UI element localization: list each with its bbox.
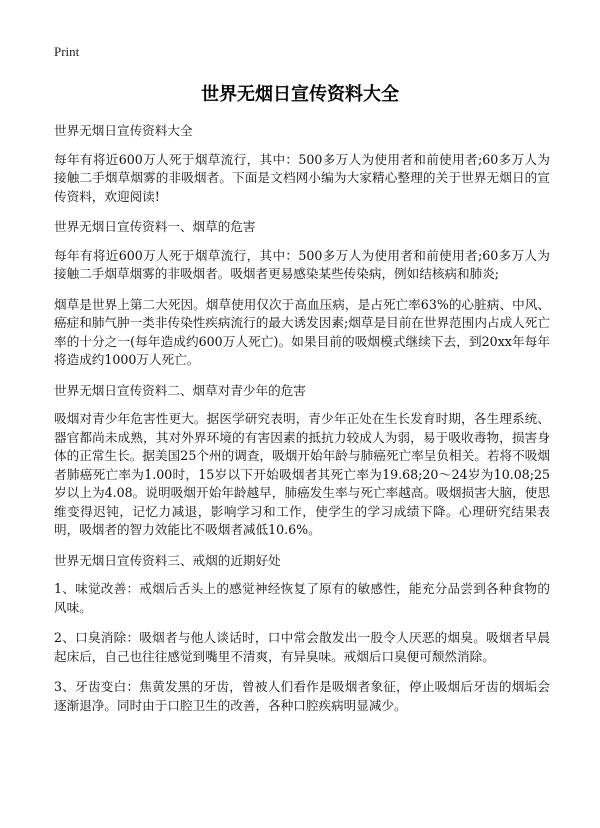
document-body: [54, 122, 550, 727]
body-paragraph: 1、味觉改善：戒烟后舌头上的感觉神经恢复了原有的敏感性，能充分品尝到各种食物的风味。: [54, 581, 550, 615]
body-paragraph: 每年有将近600万人死于烟草流行，其中：500多万人为使用者和前使用者;60多万人为接触二手烟草烟雾的非吸烟者。下面是文档网小编为大家精心整理的关于世界无烟日的宣传资料，欢迎阅读!: [54, 151, 550, 204]
body-paragraph: 吸烟对青少年危害性更大。据医学研究表明，青少年正处在生长发育时期，各生理系统、器官都尚未成熟，其对外界环境的有害因素的抵抗力较成人为弱，易于吸收毒物，损害身体的正常生长。据美国25个州的调查，吸烟开始年龄与肺癌死亡率呈负相关。若将不吸烟者肺癌死亡率为1.00时，15岁以下开始吸烟者其死亡率为19.68;20～24岁为10.08;25岁以上为4.08。说明吸烟开始年龄越早，肺癌发生率与死亡率越高。吸烟损害大脑，使思维变得迟钝，记忆力减退，影响学习和工作，使学生的学习成绩下降。心理研究结果表明，吸烟者的智力效能比不吸烟者减低10.6%。: [54, 411, 550, 537]
body-paragraph: 2、口臭消除：吸烟者与他人谈话时，口中常会散发出一股令人厌恶的烟臭。吸烟者早晨起床后，自己也往往感觉到嘴里不清爽，有异臭味。戒烟后口臭便可颓然消除。: [54, 630, 550, 664]
section-heading: 世界无烟日宣传资料三、戒烟的近期好处: [54, 552, 281, 568]
print-link[interactable]: Print: [54, 44, 80, 59]
section-heading: 世界无烟日宣传资料二、烟草对青少年的危害: [54, 382, 306, 398]
section-heading: 世界无烟日宣传资料一、烟草的危害: [54, 219, 256, 234]
section-heading: 世界无烟日宣传资料大全: [54, 123, 193, 138]
body-paragraph: 每年有将近600万人死于烟草流行，其中：500多万人为使用者和前使用者;60多万人为接触二手烟草烟雾的非吸烟者。吸烟者更易感染某些传染病，例如结核病和肺炎;: [54, 247, 550, 281]
document-title: 世界无烟日宣传资料大全: [201, 84, 399, 105]
body-paragraph: 3、牙齿变白：焦黄发黑的牙齿，曾被人们看作是吸烟者象征，停止吸烟后牙齿的烟垢会逐渐退净。同时由于口腔卫生的改善，各种口腔疾病明显减少。: [54, 679, 550, 713]
body-paragraph: 烟草是世界上第二大死因。烟草使用仅次于高血压病，是占死亡率63%的心脏病、中风、癌症和肺气肿一类非传染性疾病流行的最大诱发因素;烟草是目前在世界范围内占成人死亡率的十分之一(每年造成约600万人死亡)。如果目前的吸烟模式继续下去，到20xx年每年将造成约1000万人死亡。: [54, 296, 550, 367]
